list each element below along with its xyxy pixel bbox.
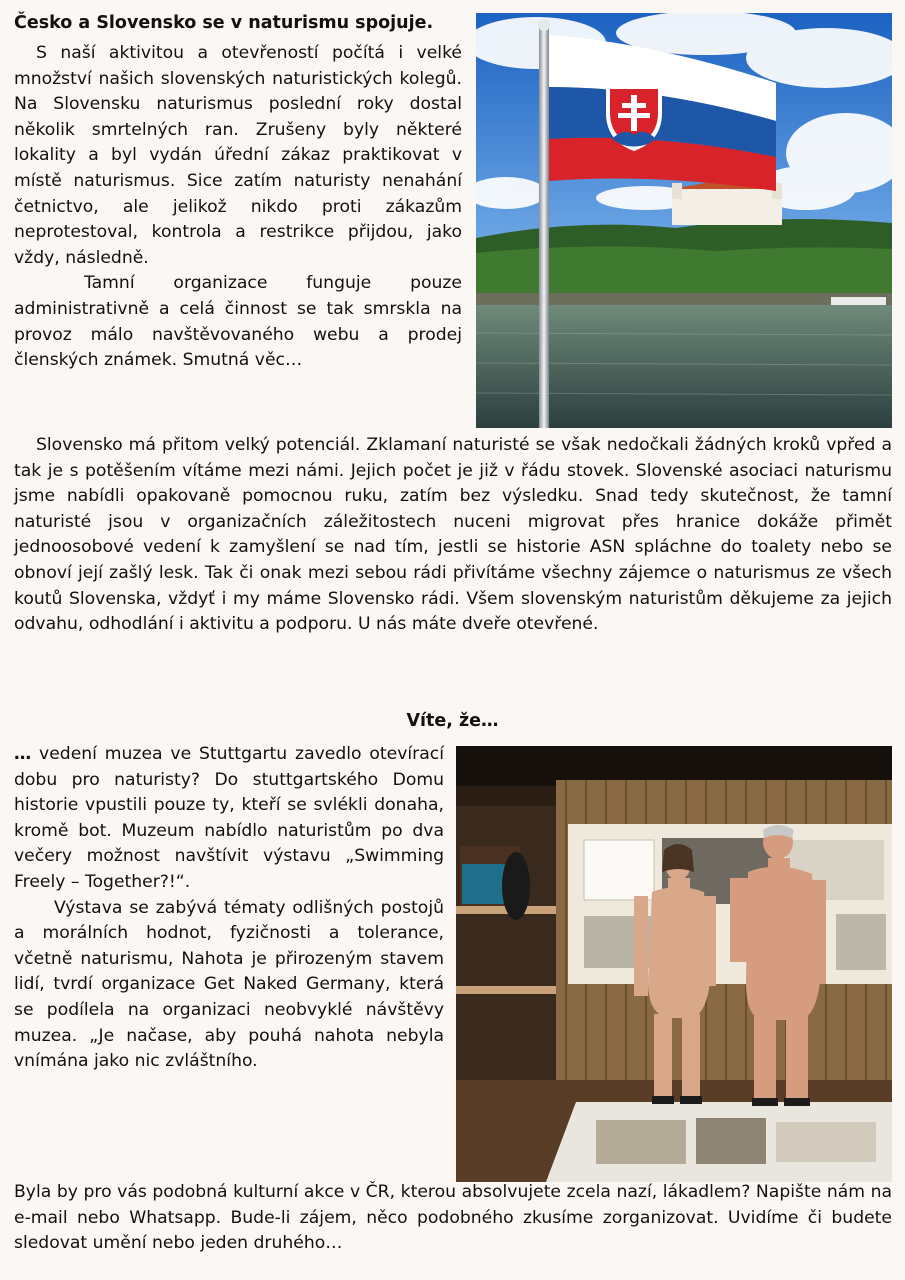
intro-paragraph-1: S naší aktivitou a otevřeností počítá i velké množství našich slovenských naturistických kolegů. Na Slovensku naturismus poslední roky dostal několik smrtelných ran. Zrušeny byly některé lokality a byl vydán úřední zákaz praktikovat v místě naturismus. Sice zatím naturisty nenahání četnictvo, ale jelikož nikdo proti zákazům neprotestoval, kontrola a restrikce přijdou, jako vždy, následně. [14,43,462,268]
slovakia-paragraph: Slovensko má přitom velký potenciál. Zklamaní naturisté se však nedočkali žádných kroků vpřed a tak je s potěšením vítáme mezi námi. Jejich počet je již v řádu stovek. Slovenské asociaci naturismu jsme nabídli opakovaně pomocnou ruku, zatím bez výsledku. Snad tedy skutečnost, že tamní naturisté jsou v organizačních záležitostech nuceni migrovat přes hranice dokáže přimět jednoosobové vedení k zamyšlení se nad tím, jestli se historie ASN spláchne do toalety nebo se obnoví její zašlý lesk. Tak či onak mezi sebou rádi přivítáme všechny zájemce o naturismus ze všech koutů Slovenska, vždyť i my máme Slovensko rádi. Všem slovenským naturistům děkujeme za jejich odvahu, odhodlání i aktivitu a podporu. U nás máte dveře otevřené. [14,435,892,635]
wide-paragraph-block [14,433,892,638]
bratislava-flag-illustration [476,13,892,428]
did-you-know-heading: Víte, že… [406,711,499,731]
ellipsis-lead: … [14,744,32,764]
intro-column [14,41,462,374]
museum-visit-photo [456,746,892,1182]
article-heading: Česko a Slovensko se v naturismu spojuje. [14,13,434,33]
closing-paragraph: Byla by pro vás podobná kulturní akce v ČR, kterou absolvujete zcela nazí, lákadlem? Napište nám na e-mail nebo Whatsapp. Bude-li zájem, něco podobného zkusíme zorganizovat. Uvidíme či budete sledovat umění nebo jeden druhého… [14,1182,892,1254]
museum-illustration [456,746,892,1182]
museum-paragraph-1 [14,742,444,896]
museum-paragraph-1-text: vedení muzea ve Stuttgartu zavedlo otevírací dobu pro naturisty? Do stuttgartského Domu historie vpustili pouze ty, kteří se svlékli donaha, kromě bot. Muzeum nabídlo naturistům po dva večery možnost navštívit výstavu „Swimming Freely – Together?!“. [14,744,444,892]
intro-paragraph-2: Tamní organizace funguje pouze administrativně a celá činnost se tak smrskla na provoz málo navštěvovaného webu a prodej členských známek. Smutná věc… [14,273,462,371]
museum-paragraph-2: Výstava se zabývá tématy odlišných postojů a morálních hodnot, fyzičnosti a tolerance, včetně naturismu, Nahota je přirozeným stavem lidí, tvrdí organizace Get Naked Germany, která se podílela na organizaci neobvyklé návštěvy muzea. „Je načase, aby pouhá nahota nebyla vnímána jako nic zvláštního. [14,897,444,1072]
bratislava-flag-photo [476,13,892,428]
closing-block [14,1180,892,1257]
museum-column [14,742,444,1075]
